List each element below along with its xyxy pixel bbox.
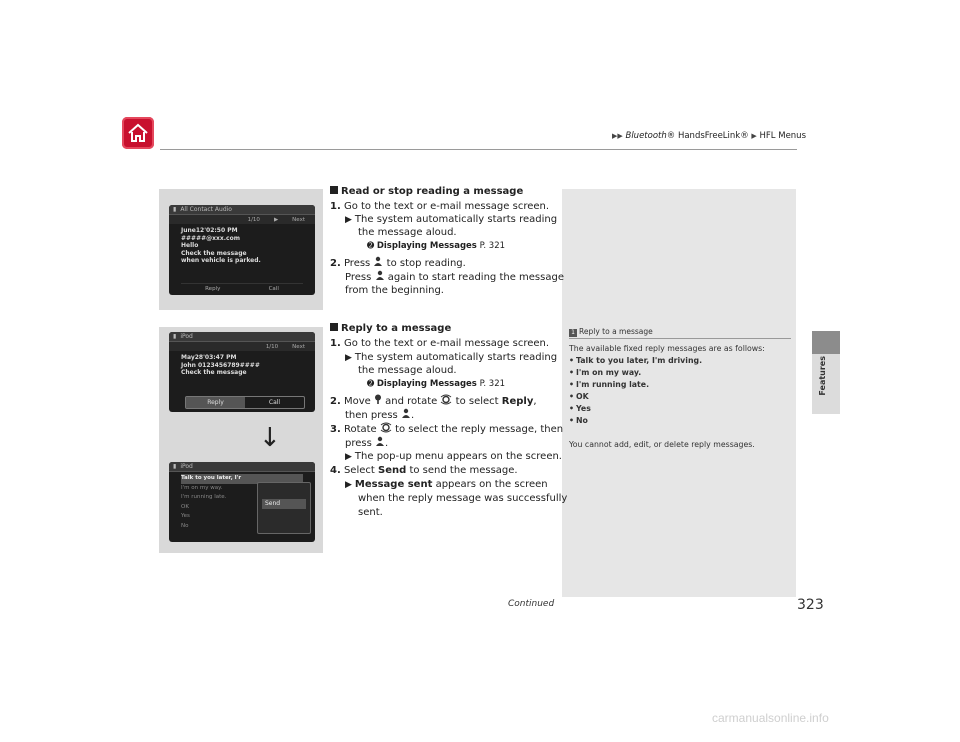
step — [330, 200, 549, 213]
message-subject: Hello — [181, 242, 199, 249]
step-text: Move — [343, 396, 371, 407]
step-number: 1. — [330, 338, 341, 349]
step-sub-text: The system automatically starts reading — [354, 214, 558, 225]
enter-button-icon — [375, 436, 385, 451]
note-title-text: Reply to a message — [579, 327, 653, 336]
message-screen — [169, 205, 315, 295]
cross-reference[interactable] — [367, 241, 505, 251]
step-sub — [345, 450, 562, 464]
list-item: • I'm running late. — [569, 379, 791, 391]
screen-call-button: Call — [268, 399, 281, 406]
step-cont — [345, 270, 564, 285]
watermark: carmanualsonline.info — [712, 711, 829, 725]
arrow-icon: ▶ — [345, 480, 352, 490]
screen-reply-button: Reply — [186, 397, 245, 408]
screen-call: Call — [268, 285, 279, 292]
play-icon: ▶ — [273, 216, 279, 223]
message-body: when vehicle is parked. — [181, 257, 261, 264]
side-tab-label[interactable]: Features — [818, 356, 827, 396]
lock-icon: ▮ — [173, 206, 177, 213]
continued-label: Continued — [508, 599, 555, 609]
note-title — [569, 327, 653, 337]
triangle-icon: ▶ — [751, 132, 757, 140]
step-cont: press . — [345, 438, 389, 449]
side-tab-marker — [812, 331, 840, 354]
step — [330, 256, 466, 271]
selector-knob-icon — [380, 422, 392, 437]
step-target: Reply — [501, 396, 534, 407]
step-text: Press — [345, 272, 372, 283]
step-target: Send — [378, 465, 407, 476]
step-text: from the beginning. — [345, 285, 444, 296]
lock-icon: ▮ — [173, 333, 177, 340]
step-text: press — [345, 438, 372, 449]
screen-tab-next: Next — [292, 216, 305, 223]
step-text: to stop reading. — [386, 258, 466, 269]
step-sub-text: The pop-up menu appears on the screen. — [354, 451, 562, 462]
note-intro: The available fixed reply messages are as follows: — [569, 344, 765, 353]
screen-tab-next: Next — [292, 343, 305, 350]
step-sub-text: appears on the screen — [435, 479, 548, 490]
ref-label: Displaying Messages — [376, 379, 477, 389]
step-number: 4. — [330, 465, 341, 476]
step: 2. Move and rotate to select Reply, — [330, 396, 537, 407]
breadcrumb-hfl-menus[interactable]: HFL Menus — [759, 131, 806, 141]
enter-button-icon — [401, 408, 411, 423]
step-text: and rotate — [385, 396, 438, 407]
step-sub-bold: Message sent — [354, 479, 433, 490]
screen-send-button: Send — [262, 499, 306, 509]
message-from: John 0123456789#### — [181, 361, 260, 369]
screen-tab: 1/10 — [247, 216, 260, 223]
square-bullet-icon — [330, 186, 338, 194]
step-text: again to start reading the message — [387, 272, 564, 283]
screenshot-reply-message — [159, 327, 323, 553]
screen-topbar: iPod — [180, 463, 193, 470]
arrow-icon: ▶ — [345, 215, 352, 225]
list-item: I'm running late. — [181, 494, 227, 500]
lock-icon: ▮ — [173, 463, 177, 470]
screen-tab: 1/10 — [265, 343, 279, 350]
message-date: June12'02:50 PM — [181, 227, 238, 234]
square-bullet-icon — [330, 323, 338, 331]
talk-button-icon — [375, 270, 385, 285]
step-text: Select — [343, 465, 375, 476]
section-reply-title — [330, 323, 451, 334]
step-text: Go to the text or e-mail message screen. — [343, 338, 550, 349]
step-sub-text: when the reply message was successfully — [358, 493, 568, 504]
note-body — [569, 343, 791, 451]
step-sub-text: the message aloud. — [358, 227, 457, 238]
message-from: #####@xxx.com — [181, 234, 240, 242]
step-number: 1. — [330, 201, 341, 212]
list-item: OK — [181, 503, 189, 510]
step — [330, 337, 549, 350]
ref-page: P. 321 — [479, 379, 506, 389]
step-text: Rotate — [343, 424, 377, 435]
step-number: 2. — [330, 258, 341, 269]
note-number-icon: 1 — [569, 329, 577, 337]
step — [330, 422, 563, 437]
step-text: Press — [343, 258, 371, 269]
step — [330, 464, 518, 477]
list-item: • No — [569, 415, 791, 427]
reference-icon: ➋ — [367, 379, 375, 389]
list-item: • Talk to you later, I'm driving. — [569, 355, 791, 367]
note-divider — [569, 338, 791, 339]
joystick-icon — [374, 394, 382, 409]
list-item: No — [181, 522, 189, 529]
cross-reference[interactable] — [367, 379, 505, 389]
talk-button-icon — [373, 256, 383, 271]
step-sub-text: the message aloud. — [358, 365, 457, 376]
step-text: to send the message. — [409, 465, 518, 476]
screen-topbar: iPod — [180, 333, 193, 340]
step-sub-text: The system automatically starts reading — [354, 352, 558, 363]
screen-topbar: All Contact Audio — [180, 206, 232, 213]
breadcrumb — [612, 131, 806, 141]
arrow-icon: ▶ — [345, 353, 352, 363]
list-item: Yes — [181, 513, 190, 519]
section-title-text: Read or stop reading a message — [341, 186, 524, 197]
list-item: • OK — [569, 391, 791, 403]
list-item: I'm on my way. — [181, 484, 223, 491]
step-text: to select the reply message, then — [395, 424, 564, 435]
down-arrow-icon: ↓ — [259, 423, 281, 453]
step-sub — [345, 213, 557, 227]
home-icon — [127, 123, 149, 143]
step-number: 3. — [330, 424, 341, 435]
step-text: to select — [455, 396, 499, 407]
breadcrumb-bluetooth[interactable]: Bluetooth — [625, 131, 667, 141]
step-cont: then press . — [345, 410, 415, 421]
list-item: • Yes — [569, 403, 791, 415]
header-divider — [160, 149, 797, 150]
screen-reply: Reply — [205, 285, 221, 292]
step-sub — [345, 351, 557, 365]
selector-knob-icon — [440, 394, 452, 409]
screenshot-read-message — [159, 189, 323, 310]
ref-page: P. 321 — [479, 241, 506, 251]
reply-screen — [169, 332, 315, 412]
step-sub-text: sent. — [358, 507, 383, 518]
message-body: Check the message — [181, 369, 247, 376]
message-body: Check the message — [181, 249, 247, 257]
page-number: 323 — [797, 597, 824, 613]
section-title-text: Reply to a message — [341, 323, 452, 334]
message-date: May28'03:47 PM — [181, 354, 237, 361]
step-text: then press — [345, 410, 398, 421]
step-text: Go to the text or e-mail message screen. — [343, 201, 550, 212]
note-outro: You cannot add, edit, or delete reply messages. — [569, 440, 755, 449]
ref-label: Displaying Messages — [376, 241, 477, 251]
home-button[interactable] — [122, 117, 154, 149]
reference-icon: ➋ — [367, 241, 375, 251]
reply-list-screen — [169, 462, 315, 542]
arrow-icon: ▶ — [345, 452, 352, 462]
section-read-title — [330, 186, 523, 197]
reply-list — [569, 355, 791, 427]
step-number: 2. — [330, 396, 341, 407]
list-item: • I'm on my way. — [569, 367, 791, 379]
list-item: Talk to you later, I'r — [181, 474, 303, 484]
breadcrumb-hfl[interactable]: ® HandsFreeLink® — [666, 131, 749, 141]
triangle-icon: ▶▶ — [612, 132, 623, 140]
step-sub — [345, 478, 548, 492]
